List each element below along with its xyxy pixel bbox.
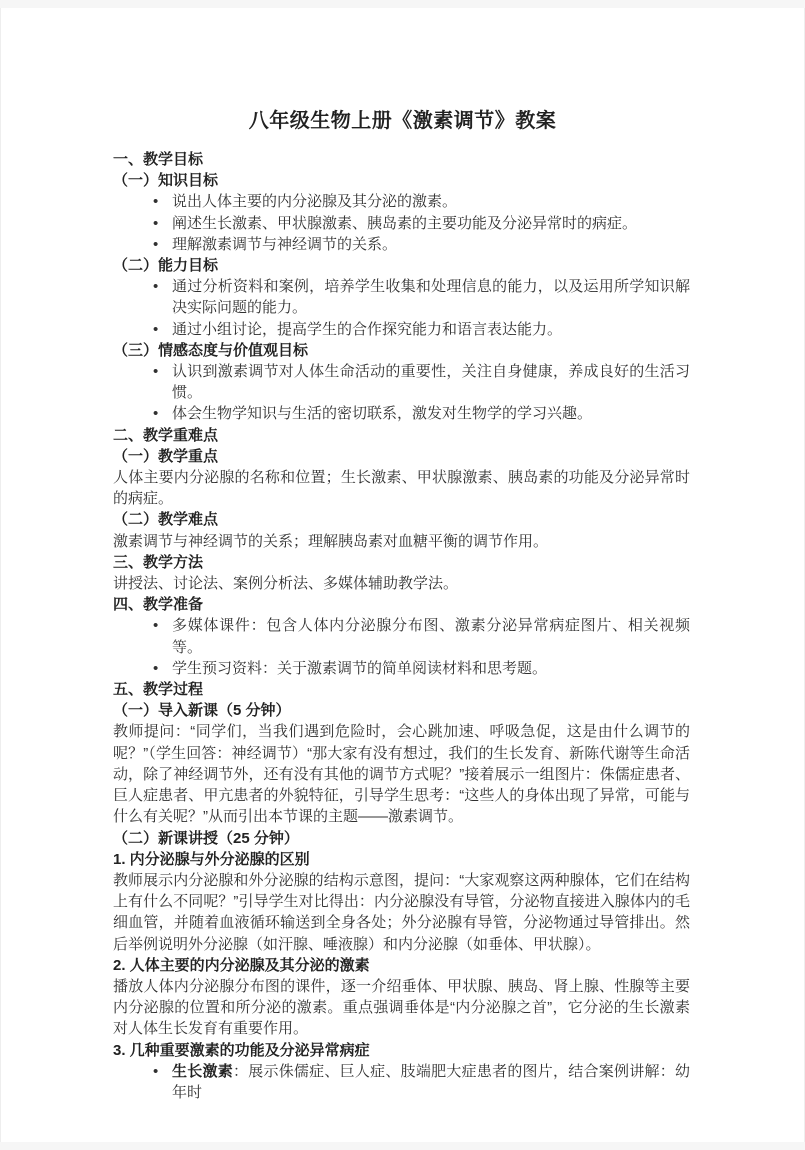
section-heading: 五、教学过程: [113, 681, 204, 699]
section-heading: 一、教学目标: [113, 151, 204, 168]
list-item-text: 多媒体课件：包含人体内分泌腺分布图、激素分泌异常病症图片、相关视频等。: [172, 617, 690, 656]
list-item: [113, 403, 690, 424]
list-item-text: 学生预习资料：关于激素调节的简单阅读材料和思考题。: [172, 659, 548, 677]
list-item: [113, 213, 690, 234]
document-body: [113, 149, 690, 1103]
topic-heading: 3. 几种重要激素的功能及分泌异常病症: [113, 1041, 370, 1059]
list-item-trailing-text: ：展示侏儒症、巨人症、肢端肥大症患者的图片，结合案例讲解：幼年时: [172, 1062, 690, 1101]
bullet-icon: •: [153, 320, 159, 338]
paragraph: 讲授法、讨论法、案例分析法、多媒体辅助教学法。: [113, 575, 459, 593]
subsection-heading: （三）情感态度与价值观目标: [113, 341, 309, 359]
bullet-icon: •: [153, 659, 159, 677]
list-item: [113, 361, 690, 403]
list-item-text: 阐述生长激素、甲状腺激素、胰岛素的主要功能及分泌异常时的病症。: [172, 214, 638, 232]
paragraph: 播放人体内分泌腺分布图的课件，逐一介绍垂体、甲状腺、胰岛、肾上腺、性腺等主要内分泌腺的位置和所分泌的激素。重点强调垂体是“内分泌腺之首”，它分泌的生长激素对人体生长发育有重要作用。: [113, 977, 690, 1038]
list-item: [113, 191, 690, 212]
bullet-icon: •: [153, 1062, 159, 1080]
document-page: [0, 8, 805, 1142]
list-item-text: 体会生物学知识与生活的密切联系，激发对生物学的学习兴趣。: [172, 405, 593, 423]
bullet-icon: •: [153, 193, 159, 211]
section-heading: 二、教学重难点: [113, 426, 219, 444]
paragraph: 人体主要内分泌腺的名称和位置；生长激素、甲状腺激素、胰岛素的功能及分泌异常时的病症。: [113, 469, 690, 508]
list-item-text: 通过小组讨论，提高学生的合作探究能力和语言表达能力。: [172, 320, 563, 338]
subsection-heading: （一）教学重点: [113, 447, 219, 465]
list-item-label: 生长激素: [172, 1062, 233, 1080]
list-item-text: 理解激素调节与神经调节的关系。: [172, 235, 398, 253]
topic-heading: 2. 人体主要的内分泌腺及其分泌的激素: [113, 956, 370, 974]
bullet-icon: •: [153, 617, 159, 635]
list-item: [113, 234, 690, 255]
paragraph: 教师展示内分泌腺和外分泌腺的结构示意图，提问：“大家观察这两种腺体，它们在结构上有什么不同呢？”引导学生对比得出：内分泌腺没有导管，分泌物直接进入腺体内的毛细血管，并随着血液循环输送到全身各处；外分泌腺有导管，分泌物通过导管排出。然后举例说明外分泌腺（如汗腺、唾液腺）和内分泌腺（如垂体、甲状腺）。: [113, 871, 690, 953]
list-item-text: 认识到激素调节对人体生命活动的重要性，关注自身健康，养成良好的生活习惯。: [172, 363, 690, 402]
subsection-heading: （二）能力目标: [113, 257, 219, 275]
list-item: [113, 319, 690, 340]
bullet-icon: •: [153, 235, 159, 253]
subsection-heading: （一）知识目标: [113, 172, 219, 190]
bullet-icon: •: [153, 363, 159, 381]
subsection-heading: （二）教学难点: [113, 511, 219, 529]
list-item: [113, 276, 690, 318]
paragraph: 教师提问：“同学们，当我们遇到危险时，会心跳加速、呼吸急促，这是由什么调节的呢？”（学生回答：神经调节）“那大家有没有想过，我们的生长发育、新陈代谢等生命活动，除了神经调节外，还有没有其他的调节方式呢？”接着展示一组图片：侏儒症患者、巨人症患者、甲亢患者的外貌特征，引导学生思考：“这些人的身体出现了异常，可能与什么有关呢？”从而引出本节课的主题——激素调节。: [113, 723, 690, 826]
paragraph: 激素调节与神经调节的关系；理解胰岛素对血糖平衡的调节作用。: [113, 532, 549, 550]
section-heading: 四、教学准备: [113, 596, 204, 614]
list-item: [113, 615, 690, 657]
subsection-heading: （二）新课讲授（25 分钟）: [113, 829, 299, 847]
document-title: 八年级生物上册《激素调节》教案: [248, 110, 557, 132]
list-item: [113, 658, 690, 679]
bullet-icon: •: [153, 278, 159, 296]
list-item-text: 通过分析资料和案例，培养学生收集和处理信息的能力，以及运用所学知识解决实际问题的能力。: [172, 278, 690, 317]
list-item-text: 说出人体主要的内分泌腺及其分泌的激素。: [172, 193, 458, 211]
list-item: [113, 1061, 690, 1103]
bullet-icon: •: [153, 405, 159, 423]
bullet-icon: •: [153, 214, 159, 232]
subsection-heading: （一）导入新课（5 分钟）: [113, 702, 291, 720]
list-item-text: [172, 1061, 690, 1103]
section-heading: 三、教学方法: [113, 553, 204, 571]
topic-heading: 1. 内分泌腺与外分泌腺的区别: [113, 850, 310, 868]
